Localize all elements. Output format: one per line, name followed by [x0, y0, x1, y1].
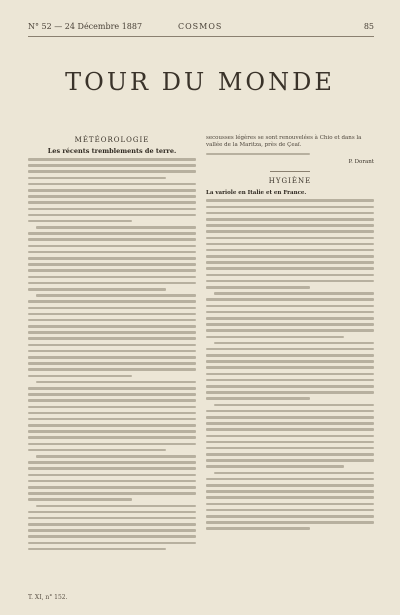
section-divider	[270, 171, 310, 172]
left-column	[28, 135, 196, 554]
running-header	[28, 22, 374, 36]
article-body-earthquakes	[28, 158, 196, 550]
article-title-earthquakes: Les récents tremblements de terre.	[47, 147, 177, 156]
section-heading-meteorology: MÉTÉOROLOGIE	[74, 136, 150, 144]
right-column	[206, 135, 374, 534]
section-heading-hygiene: HYGIÈNE	[268, 177, 312, 186]
header-rule	[28, 36, 374, 37]
article-body-smallpox	[206, 199, 374, 530]
journal-name: COSMOS	[178, 22, 223, 31]
footer-note: T. XI, n° 152.	[28, 594, 68, 601]
page-title: TOUR DU MONDE	[65, 68, 335, 96]
page-number: 85	[363, 22, 374, 31]
author-signature: P. Dorant	[348, 159, 374, 166]
continued-text: secousses légères se sont renouvelées à Chio et dans la vallée de la Maritza, près de Çeaï.	[206, 135, 362, 148]
issue-info: N° 52 — 24 Décembre 1887	[28, 22, 143, 31]
article-lead-smallpox: La variole en Italie et en France.	[206, 189, 307, 196]
